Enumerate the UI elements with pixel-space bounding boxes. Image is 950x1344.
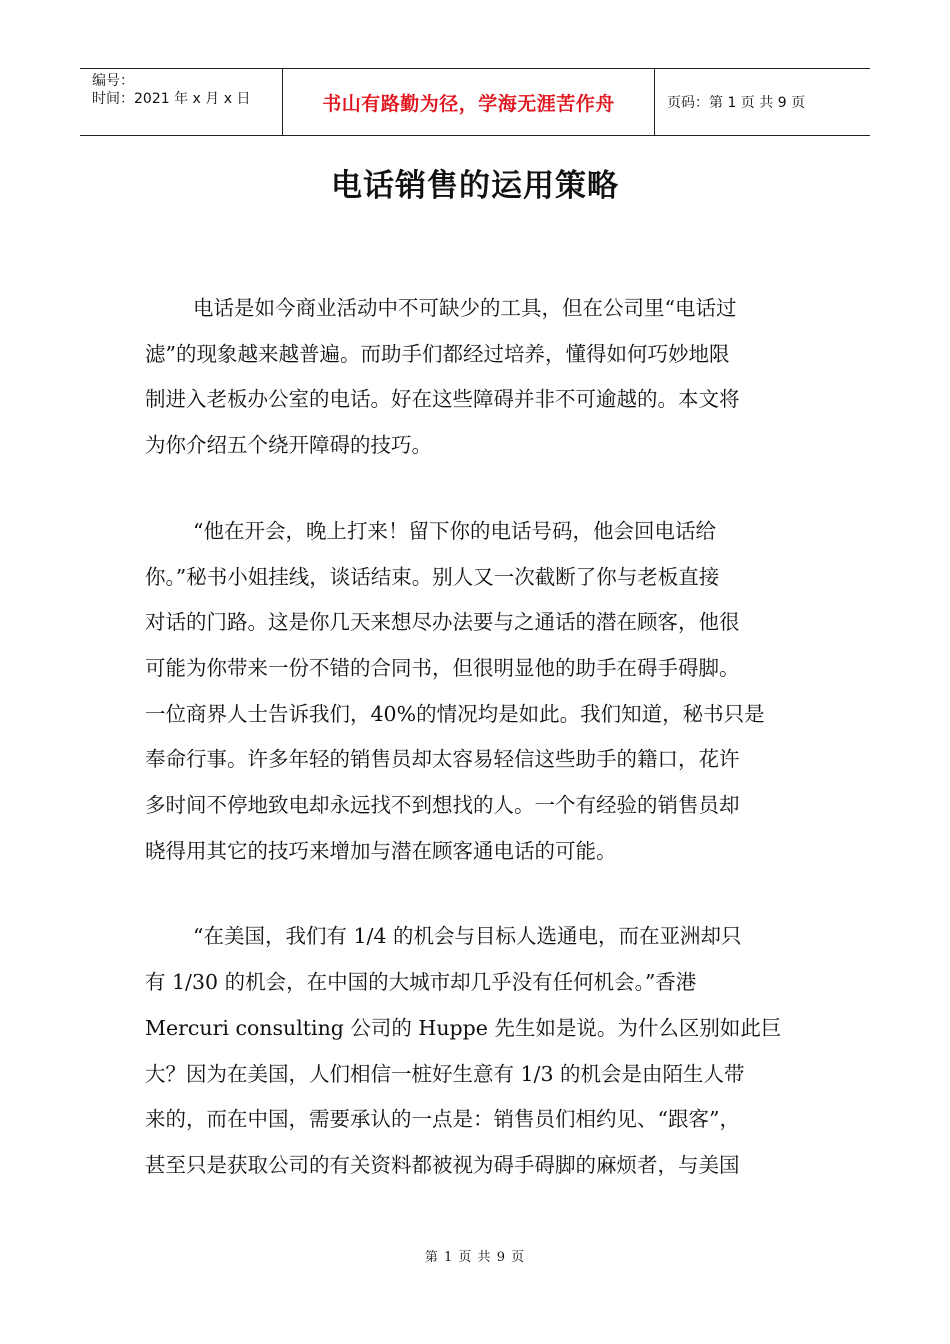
paragraph-line: “在美国，我们有 1/4 的机会与目标人选通电，而在亚洲却只 (193, 924, 742, 949)
page-footer: 第 1 页 共 9 页 (424, 1250, 526, 1265)
paragraph-1 (145, 286, 810, 469)
header-number-label: 编号： (92, 73, 134, 89)
paragraph-line: 制进入老板办公室的电话。好在这些障碍并非不可逾越的。本文将 (145, 387, 740, 412)
paragraph-line: 来的，而在中国，需要承认的一点是：销售员们相约见、“跟客”， (145, 1107, 740, 1132)
paragraph-line: Mercuri consulting 公司的 Huppe 先生如是说。为什么区别如此巨 (145, 1015, 782, 1040)
paragraph-2 (145, 509, 810, 875)
paragraph-line: “他在开会，晚上打来！留下你的电话号码，他会回电话给 (193, 518, 716, 543)
paragraph-line: 滤”的现象越来越普遍。而助手们都经过培养，懂得如何巧妙地限 (145, 341, 730, 366)
paragraph-line: 电话是如今商业活动中不可缺少的工具，但在公司里“电话过 (193, 296, 737, 320)
header-meta (80, 69, 283, 135)
header-motto: 书山有路勤为径，学海无涯苦作舟 (283, 69, 655, 135)
paragraph-line: 有 1/30 的机会，在中国的大城市却几乎没有任何机会。”香港 (145, 970, 697, 995)
paragraph-line: 甚至只是获取公司的有关资料都被视为碍手碍脚的麻烦者，与美国 (145, 1152, 740, 1177)
paragraph-line: 奉命行事。许多年轻的销售员却太容易轻信这些助手的籍口，花许 (145, 747, 740, 772)
header-page-code: 页码：第 1 页 共 9 页 (667, 95, 806, 111)
paragraph-line: 为你介绍五个绕开障碍的技巧。 (145, 433, 432, 458)
document-title: 电话销售的运用策略 (331, 168, 619, 204)
paragraph-line: 你。”秘书小姐挂线，谈话结束。别人又一次截断了你与老板直接 (145, 564, 720, 589)
header-time-label: 时间：2021 年 x 月 x 日 (92, 91, 251, 107)
paragraph-line: 晓得用其它的技巧来增加与潜在顾客通电话的可能。 (145, 838, 617, 863)
paragraph-line: 多时间不停地致电却永远找不到想找的人。一个有经验的销售员却 (145, 793, 740, 818)
paragraph-gap (145, 874, 810, 914)
paragraph-line: 大？因为在美国，人们相信一桩好生意有 1/3 的机会是由陌生人带 (145, 1061, 745, 1086)
paragraph-line: 可能为你带来一份不错的合同书，但很明显他的助手在碍手碍脚。 (145, 655, 740, 680)
paragraph-gap (145, 469, 810, 509)
paragraph-3 (145, 914, 810, 1188)
paragraph-line: 一位商界人士告诉我们，40%的情况均是如此。我们知道，秘书只是 (145, 701, 765, 726)
paragraph-line: 对话的门路。这是你几天来想尽办法要与之通话的潜在顾客，他很 (145, 610, 740, 635)
document-body (145, 286, 810, 1189)
document-header (80, 68, 870, 136)
